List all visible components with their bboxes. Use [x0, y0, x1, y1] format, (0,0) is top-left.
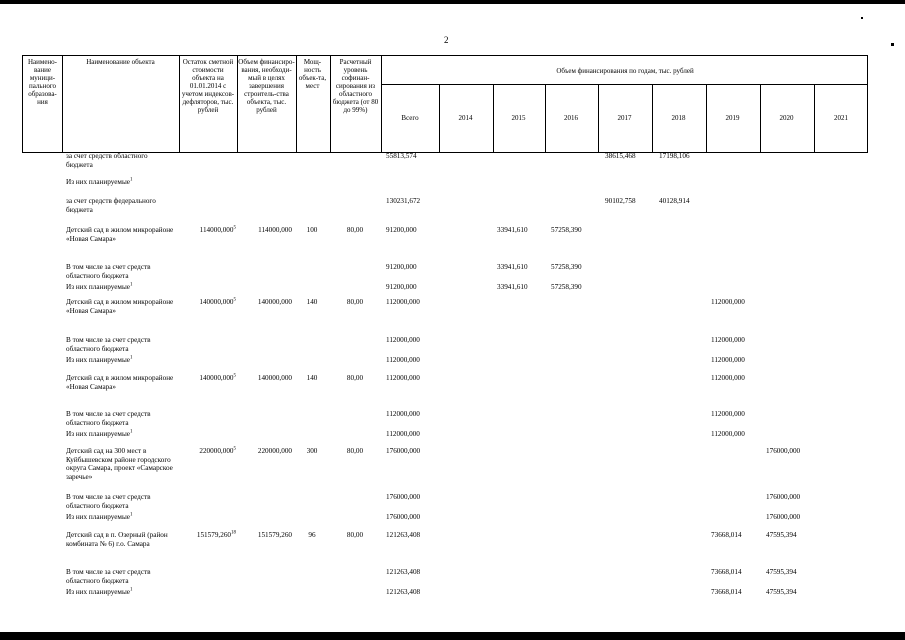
- column-divider: [330, 56, 331, 153]
- cell-2015-value: 33941,610: [497, 283, 528, 291]
- cell-2016: [551, 263, 596, 272]
- footnote-marker: 1: [129, 282, 133, 288]
- cell-object-name: [66, 197, 174, 214]
- cell-total-value: 112000,000: [386, 336, 420, 344]
- cell-total: [386, 263, 442, 272]
- cell-total-value: 112000,000: [386, 356, 420, 364]
- header-municipality: Наимено-вание муници-пального образова-ния: [27, 58, 58, 106]
- scan-speck: [891, 43, 894, 46]
- cell-cofinancing-level: [331, 298, 379, 307]
- cell-capacity: [297, 531, 327, 540]
- object-name-text: Детский сад в жилом микрорайоне «Новая Самара»: [66, 374, 174, 391]
- column-divider: [179, 56, 180, 153]
- cell-remaining-cost: [180, 226, 236, 235]
- cell-2019: [711, 410, 756, 419]
- cell-2019: [711, 336, 756, 345]
- column-divider: [62, 56, 63, 153]
- scan-border-top: [0, 0, 905, 4]
- scan-speck: [861, 17, 863, 19]
- cell-2019: [711, 588, 756, 597]
- cell-total: [386, 152, 442, 161]
- year-column-divider: [598, 84, 599, 153]
- footnote-marker: 5: [233, 446, 236, 452]
- cell-cofinancing-level: [331, 226, 379, 235]
- cell-capacity-value: 300: [306, 447, 318, 455]
- object-name-text: В том числе за счет средств областного бюджета: [66, 410, 151, 427]
- cell-object-name: [66, 356, 174, 365]
- object-name-text: Из них планируемые: [66, 178, 130, 186]
- cell-object-name: [66, 531, 174, 548]
- cell-remaining-cost-value: 140000,000: [199, 298, 234, 306]
- cell-capacity-value: 100: [306, 226, 318, 234]
- cell-2015: [497, 283, 542, 292]
- header-year-2014: 2014: [458, 114, 473, 122]
- year-column-divider: [493, 84, 494, 153]
- cell-cofinancing-level: [331, 531, 379, 540]
- scan-border-bottom: [0, 632, 905, 640]
- footnote-marker: 5: [233, 225, 236, 231]
- cell-total-value: 55813,574: [386, 152, 417, 160]
- header-year-2020: 2020: [779, 114, 794, 122]
- cell-cofinancing-level: [331, 374, 379, 383]
- cell-object-name: [66, 226, 174, 243]
- cell-total: [386, 447, 442, 456]
- year-column-divider: [814, 84, 815, 153]
- cell-total-value: 176000,000: [386, 513, 421, 521]
- cell-2019: [711, 356, 756, 365]
- cell-total: [386, 336, 442, 345]
- cell-funding-needed-value: 140000,000: [257, 298, 292, 306]
- cell-object-name: [66, 336, 174, 353]
- cell-total-value: 112000,000: [386, 430, 420, 438]
- cell-2019: [711, 531, 756, 540]
- header-year-2019: 2019: [725, 114, 740, 122]
- cell-cofinancing-level-value: 80,00: [346, 226, 364, 234]
- object-name-text: Из них планируемые: [66, 283, 130, 291]
- cell-remaining-cost: [180, 374, 236, 383]
- object-name-text: В том числе за счет средств областного бюджета: [66, 493, 151, 510]
- cell-2019: [711, 298, 756, 307]
- cell-total: [386, 513, 442, 522]
- header-year-2015: 2015: [511, 114, 526, 122]
- cell-cofinancing-level-value: 80,00: [346, 298, 364, 306]
- cell-cofinancing-level: [331, 447, 379, 456]
- column-divider: [296, 56, 297, 153]
- cell-funding-needed-value: 151579,260: [257, 531, 292, 539]
- footnote-marker: 1: [129, 177, 133, 183]
- header-remaining-cost: Остаток сметной стоимости объекта на 01.01.2014 с учетом индексов-дефляторов, тыс. рублей: [181, 58, 235, 114]
- footnote-marker: 18: [231, 530, 236, 536]
- cell-funding-needed: [238, 447, 292, 456]
- cell-2018: [659, 152, 704, 161]
- cell-funding-needed: [238, 226, 292, 235]
- header-funding-needed: Объем финансиро-вания, необходи-мый в целях завершения строитель-ства объекта, тыс. рублей: [238, 58, 295, 114]
- cell-object-name: [66, 493, 174, 510]
- cell-capacity-value: 96: [308, 531, 316, 539]
- cell-total-value: 112000,000: [386, 298, 420, 306]
- cell-remaining-cost: [180, 447, 236, 456]
- cell-total-value: 91200,000: [386, 263, 417, 271]
- object-name-text: Детский сад в п. Озерный (район комбината № 6) г.о. Самара: [66, 531, 168, 548]
- header-capacity: Мощ-ность объек-та, мест: [298, 58, 327, 90]
- cell-2018-value: 17198,106: [659, 152, 690, 160]
- cell-total-value: 91200,000: [386, 226, 417, 234]
- year-column-divider: [652, 84, 653, 153]
- cell-total: [386, 356, 442, 365]
- footnote-marker: 1: [129, 429, 133, 435]
- column-divider: [237, 56, 238, 153]
- year-column-divider: [760, 84, 761, 153]
- cell-total: [386, 568, 442, 577]
- header-by-years: Объем финансирования по годам, тыс. рублей: [556, 67, 694, 75]
- cell-2019: [711, 374, 756, 383]
- cell-2020: [766, 588, 811, 597]
- cell-2019-value: 73668,014: [711, 588, 742, 596]
- cell-remaining-cost-value: 220000,000: [199, 447, 234, 455]
- cell-object-name: [66, 263, 174, 280]
- cell-2016: [551, 283, 596, 292]
- year-column-divider: [439, 84, 440, 153]
- cell-total-value: 112000,000: [386, 374, 420, 382]
- cell-remaining-cost: [180, 298, 236, 307]
- cell-funding-needed-value: 220000,000: [257, 447, 292, 455]
- cell-remaining-cost-value: 114000,000: [199, 226, 234, 234]
- cell-2019-value: 73668,014: [711, 568, 742, 576]
- cell-2020: [766, 513, 811, 522]
- cell-2019-value: 112000,000: [711, 374, 745, 382]
- cell-capacity: [297, 298, 327, 307]
- cell-2019: [711, 430, 756, 439]
- cell-object-name: [66, 283, 174, 292]
- header-year-2018: 2018: [671, 114, 686, 122]
- cell-object-name: [66, 178, 174, 187]
- cell-total-value: 121263,408: [386, 568, 421, 576]
- cell-2019-value: 112000,000: [711, 410, 745, 418]
- cell-capacity: [297, 374, 327, 383]
- cell-2020-value: 47595,394: [766, 588, 797, 596]
- cell-capacity-value: 140: [306, 374, 318, 382]
- cell-2016: [551, 226, 596, 235]
- header-object-name: Наименование объекта: [86, 58, 155, 66]
- footnote-marker: 1: [129, 587, 133, 593]
- object-name-text: Детский сад в жилом микрорайоне «Новая Самара»: [66, 298, 174, 315]
- column-divider: [381, 56, 382, 153]
- object-name-text: В том числе за счет средств областного бюджета: [66, 263, 151, 280]
- cell-funding-needed: [238, 298, 292, 307]
- cell-object-name: [66, 588, 174, 597]
- footnote-marker: 1: [129, 512, 133, 518]
- object-name-text: Детский сад в жилом микрорайоне «Новая Самара»: [66, 226, 174, 243]
- cell-total-value: 130231,672: [386, 197, 421, 205]
- cell-total: [386, 410, 442, 419]
- header-year-2017: 2017: [617, 114, 632, 122]
- object-name-text: Из них планируемые: [66, 513, 130, 521]
- cell-funding-needed-value: 140000,000: [257, 374, 292, 382]
- cell-2017: [605, 152, 650, 161]
- cell-2020-value: 176000,000: [766, 447, 801, 455]
- footnote-marker: 1: [129, 355, 133, 361]
- cell-2017: [605, 197, 650, 206]
- cell-2020-value: 47595,394: [766, 531, 797, 539]
- cell-funding-needed: [238, 531, 292, 540]
- cell-total: [386, 588, 442, 597]
- cell-2015-value: 33941,610: [497, 263, 528, 271]
- cell-total: [386, 197, 442, 206]
- cell-2020-value: 176000,000: [766, 513, 801, 521]
- cell-remaining-cost-value: 151579,260: [196, 531, 231, 539]
- cell-total: [386, 283, 442, 292]
- cell-2019: [711, 568, 756, 577]
- header-cofinancing-level: Расчетный уровень софинан-сирования из областного бюджета (от 80 до 99%): [332, 58, 379, 114]
- year-column-divider: [706, 84, 707, 153]
- cell-total-value: 121263,408: [386, 531, 421, 539]
- header-total: Всего: [401, 114, 419, 122]
- cell-total-value: 176000,000: [386, 493, 421, 501]
- object-name-text: за счет средств федерального бюджета: [66, 197, 156, 214]
- object-name-text: Из них планируемые: [66, 430, 130, 438]
- cell-2016-value: 57258,390: [551, 226, 582, 234]
- cell-object-name: [66, 298, 174, 315]
- cell-total-value: 176000,000: [386, 447, 421, 455]
- year-column-divider: [545, 84, 546, 153]
- cell-object-name: [66, 374, 174, 391]
- cell-capacity-value: 140: [306, 298, 318, 306]
- cell-2020: [766, 447, 811, 456]
- cell-funding-needed: [238, 374, 292, 383]
- cell-2018-value: 40128,914: [659, 197, 690, 205]
- cell-total-value: 91200,000: [386, 283, 417, 291]
- cell-capacity: [297, 447, 327, 456]
- cell-object-name: [66, 410, 174, 427]
- cell-total-value: 112000,000: [386, 410, 420, 418]
- object-name-text: за счет средств областного бюджета: [66, 152, 148, 169]
- header-year-2021: 2021: [834, 114, 848, 122]
- cell-2020-value: 176000,000: [766, 493, 801, 501]
- cell-2017-value: 90102,758: [605, 197, 636, 205]
- cell-2017-value: 38615,468: [605, 152, 636, 160]
- cell-2019-value: 73668,014: [711, 531, 742, 539]
- cell-total-value: 121263,408: [386, 588, 421, 596]
- cell-total: [386, 531, 442, 540]
- object-name-text: В том числе за счет средств областного бюджета: [66, 568, 151, 585]
- cell-cofinancing-level-value: 80,00: [346, 374, 364, 382]
- cell-2019-value: 112000,000: [711, 298, 745, 306]
- cell-2020: [766, 531, 811, 540]
- cell-2015: [497, 263, 542, 272]
- footnote-marker: 5: [233, 297, 236, 303]
- cell-2019-value: 112000,000: [711, 430, 745, 438]
- cell-funding-needed-value: 114000,000: [258, 226, 292, 234]
- object-name-text: Из них планируемые: [66, 588, 130, 596]
- cell-2020-value: 47595,394: [766, 568, 797, 576]
- object-name-text: Из них планируемые: [66, 356, 130, 364]
- page-number: 2: [444, 35, 449, 45]
- cell-2016-value: 57258,390: [551, 263, 582, 271]
- cell-total: [386, 298, 442, 307]
- cell-cofinancing-level-value: 80,00: [346, 447, 364, 455]
- cell-2019-value: 112000,000: [711, 356, 745, 364]
- cell-object-name: [66, 447, 174, 481]
- cell-object-name: [66, 152, 174, 169]
- cell-total: [386, 493, 442, 502]
- cell-2016-value: 57258,390: [551, 283, 582, 291]
- cell-2019-value: 112000,000: [711, 336, 745, 344]
- cell-remaining-cost: [180, 531, 236, 540]
- cell-total: [386, 430, 442, 439]
- cell-capacity: [297, 226, 327, 235]
- cell-object-name: [66, 568, 174, 585]
- cell-2020: [766, 493, 811, 502]
- cell-2020: [766, 568, 811, 577]
- cell-object-name: [66, 430, 174, 439]
- object-name-text: Детский сад на 300 мест в Куйбышевском районе городского округа Самара, проект «Самарское заречье»: [66, 447, 173, 481]
- cell-2018: [659, 197, 704, 206]
- object-name-text: В том числе за счет средств областного бюджета: [66, 336, 151, 353]
- cell-cofinancing-level-value: 80,00: [346, 531, 364, 539]
- cell-object-name: [66, 513, 174, 522]
- cell-2015: [497, 226, 542, 235]
- header-year-2016: 2016: [564, 114, 578, 122]
- cell-remaining-cost-value: 140000,000: [199, 374, 234, 382]
- cell-total: [386, 374, 442, 383]
- cell-total: [386, 226, 442, 235]
- footnote-marker: 5: [233, 373, 236, 379]
- cell-2015-value: 33941,610: [497, 226, 528, 234]
